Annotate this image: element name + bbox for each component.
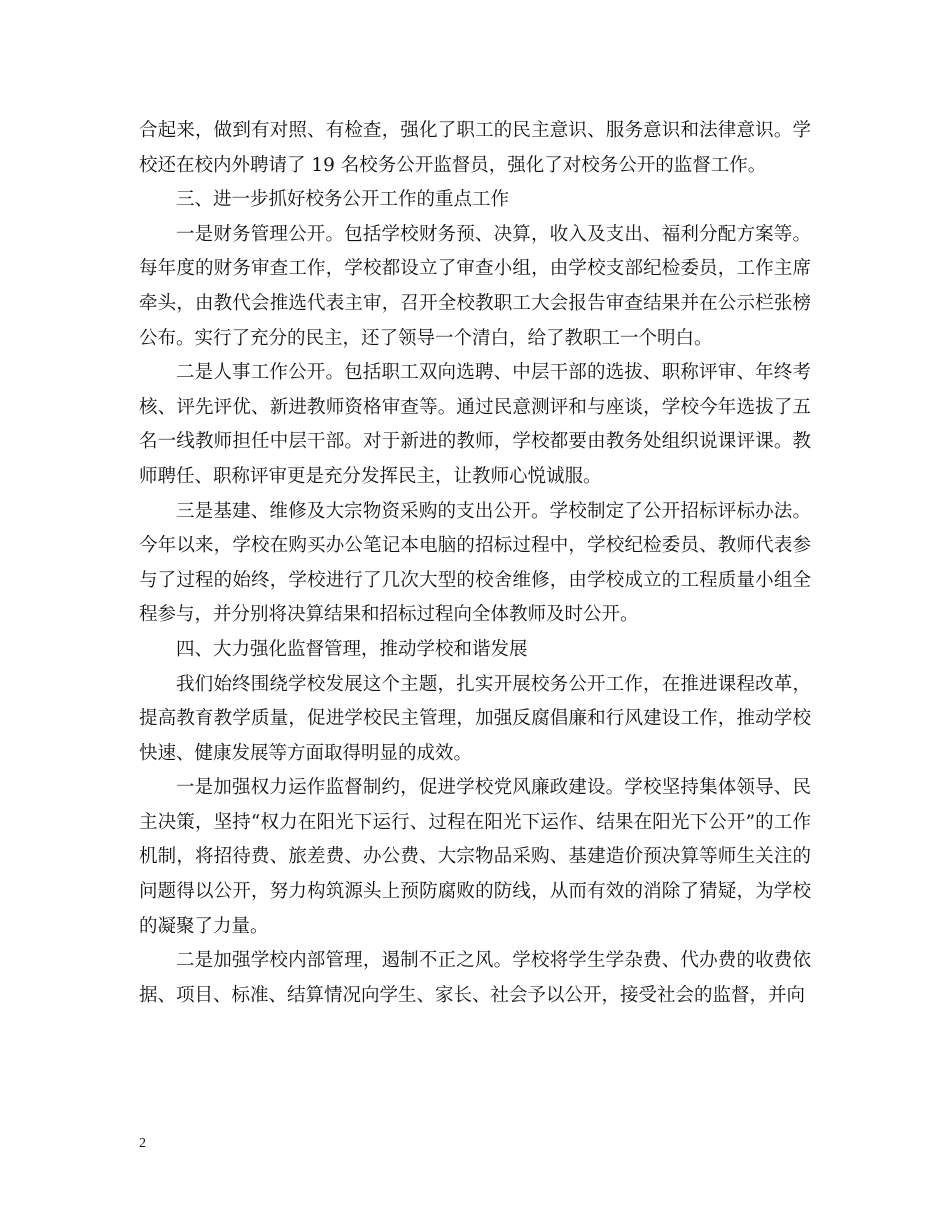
paragraph-1: 合起来，做到有对照、有检查，强化了职工的民主意识、服务意识和法律意识。学校还在校内外聘请了 19 名校务公开监督员，强化了对校务公开的监督工作。 [139,120,811,176]
document-body [139,114,811,1013]
page-number: 2 [139,1136,146,1151]
section-heading-3: 三、进一步抓好校务公开工作的重点工作 [176,189,510,211]
paragraph-development: 我们始终围绕学校发展这个主题，扎实开展校务公开工作，在推进课程改革，提高教育教学质量，促进学校民主管理，加强反腐倡廉和行风建设工作，推动学校快速、健康发展等方面取得明显的成效。 [139,673,811,764]
paragraph-personnel: 二是人事工作公开。包括职工双向选聘、中层干部的选拔、职称评审、年终考核、评先评优、新进教师资格审查等。通过民意测评和与座谈，学校今年选拔了五名一线教师担任中层干部。对于新进的教师，学校都要由教务处组织说课评课。教师聘任、职称评审更是充分发挥民主，让教师心悦诚服。 [139,362,811,487]
paragraph-internal-management: 二是加强学校内部管理，遏制不正之风。学校将学生学杂费、代办费的收费依据、项目、标准、结算情况向学生、家长、社会予以公开，接受社会的监督，并向 [139,950,811,1006]
paragraph-finance: 一是财务管理公开。包括学校财务预、决算，收入及支出、福利分配方案等。每年度的财务审查工作，学校都设立了审查小组，由学校支部纪检委员，工作主席牵头，由教代会推选代表主审，召开全校教职工大会报告审查结果并在公示栏张榜公布。实行了充分的民主，还了领导一个清白，给了教职工一个明白。 [139,223,811,349]
section-heading-4: 四、大力强化监督管理，推动学校和谐发展 [176,638,528,660]
paragraph-supervision: 一是加强权力运作监督制约，促进学校党风廉政建设。学校坚持集体领导、民主决策，坚持“权力在阳光下运行、过程在阳光下运作、结果在阳光下公开”的工作机制，将招待费、旅差费、办公费、大宗物品采购、基建造价预决算等师生关注的问题得以公开，努力构筑源头上预防腐败的防线，从而有效的消除了猜疑，为学校的凝聚了力量。 [139,777,811,937]
paragraph-procurement: 三是基建、维修及大宗物资采购的支出公开。学校制定了公开招标评标办法。今年以来，学校在购买办公笔记本电脑的招标过程中，学校纪检委员、教师代表参与了过程的始终，学校进行了几次大型的校舍维修，由学校成立的工程质量小组全程参与，并分别将决算结果和招标过程向全体教师及时公开。 [139,500,811,626]
